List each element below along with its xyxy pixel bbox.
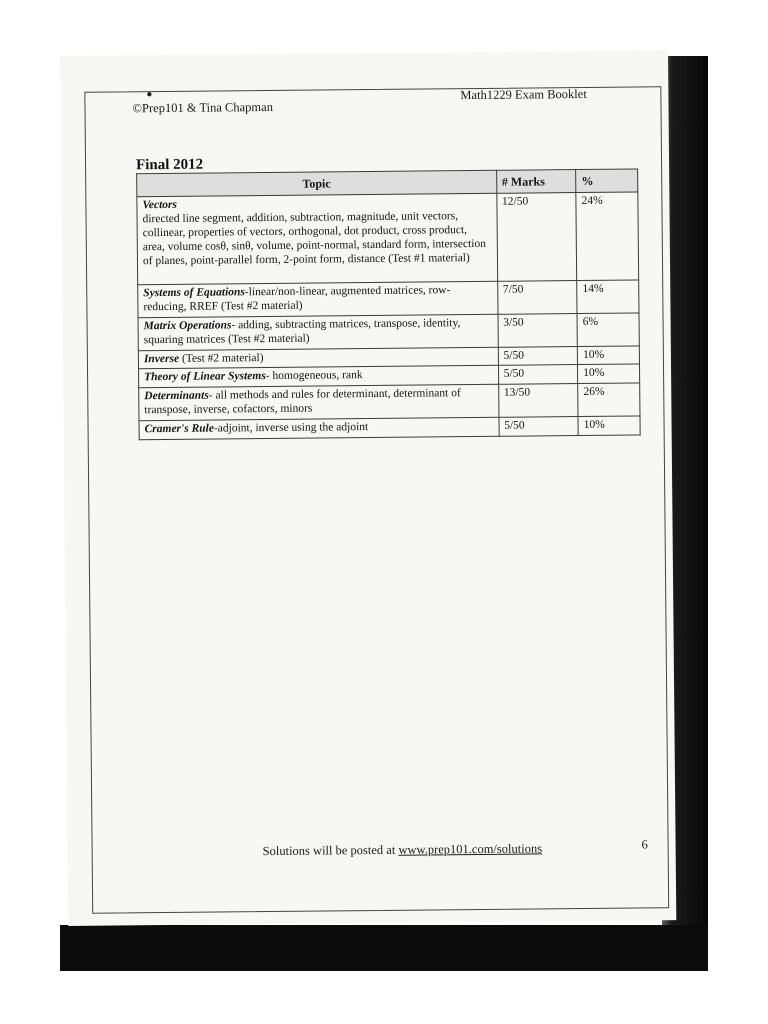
marks-cell: 5/50 — [498, 346, 578, 366]
scan-shadow-bottom — [60, 925, 708, 971]
header-topic: Topic — [137, 170, 497, 197]
ink-mark: ● — [146, 89, 153, 101]
table-row — [139, 383, 640, 420]
topic-name: Determinants — [144, 389, 209, 403]
marks-cell: 12/50 — [496, 193, 576, 282]
topic-description: - all methods and rules for determinant, determinant of transpose, inverse, cofactors, minors — [144, 387, 461, 417]
topic-description: directed line segment, addition, subtraction, magnitude, unit vectors, collinear, properties of vectors, orthogonal, dot product, cross product, area, volume cosθ, sinθ, volume, point-normal, standard form, intersection of planes, point-parallel form, 2-point form, distance (Test #1 material) — [142, 210, 487, 267]
marks-cell: 13/50 — [498, 384, 578, 417]
percent-cell: 10% — [578, 364, 640, 383]
footer-text: Solutions will be posted at — [262, 842, 399, 859]
percent-cell: 10% — [578, 346, 640, 365]
topic-name: Vectors — [142, 199, 177, 212]
percent-cell: 26% — [578, 383, 640, 416]
header-booklet-title: Math1229 Exam Booklet — [460, 86, 587, 103]
topic-cell — [138, 314, 498, 350]
topic-description: (Test #2 material) — [178, 351, 264, 365]
table-row — [138, 280, 639, 317]
topic-cell — [137, 194, 497, 285]
page-number: 6 — [641, 837, 648, 852]
topic-name: Inverse — [143, 352, 180, 365]
marks-cell: 5/50 — [499, 416, 579, 436]
topic-description: -adjoint, inverse using the adjoint — [213, 420, 369, 435]
header-percent: % — [576, 169, 638, 193]
topic-cell — [139, 384, 499, 420]
topic-description: - homogeneous, rank — [265, 369, 363, 383]
topic-description: -linear/non-linear, augmented matrices, row-reducing, RREF (Test #2 material) — [143, 284, 451, 314]
header-copyright — [132, 89, 273, 116]
marks-cell: 7/50 — [497, 281, 577, 314]
percent-cell: 10% — [578, 416, 640, 435]
header-marks: # Marks — [496, 170, 576, 194]
percent-cell: 24% — [576, 192, 639, 281]
table-row — [137, 192, 639, 285]
percent-cell: 14% — [577, 280, 639, 313]
topic-description: - adding, subtracting matrices, transpose, identity, squaring matrices (Test #2 material) — [143, 317, 461, 346]
percent-cell: 6% — [577, 313, 639, 346]
topic-cell — [138, 282, 498, 318]
marks-cell: 5/50 — [498, 365, 578, 385]
topic-name: Cramer's Rule — [144, 422, 214, 435]
topics-table — [136, 168, 641, 439]
solutions-link[interactable]: www.prep101.com/solutions — [398, 841, 543, 857]
topic-name: Matrix Operations — [143, 319, 232, 333]
header-left-text: ©Prep101 & Tina Chapman — [132, 99, 273, 116]
topic-cell — [139, 417, 499, 439]
document-page — [60, 50, 676, 926]
topic-name: Systems of Equations — [143, 286, 245, 300]
topic-name: Theory of Linear Systems — [144, 370, 266, 384]
marks-cell: 3/50 — [498, 314, 578, 347]
table-row — [138, 313, 639, 350]
section-title: Final 2012 — [135, 156, 204, 174]
footer-note — [263, 841, 543, 859]
